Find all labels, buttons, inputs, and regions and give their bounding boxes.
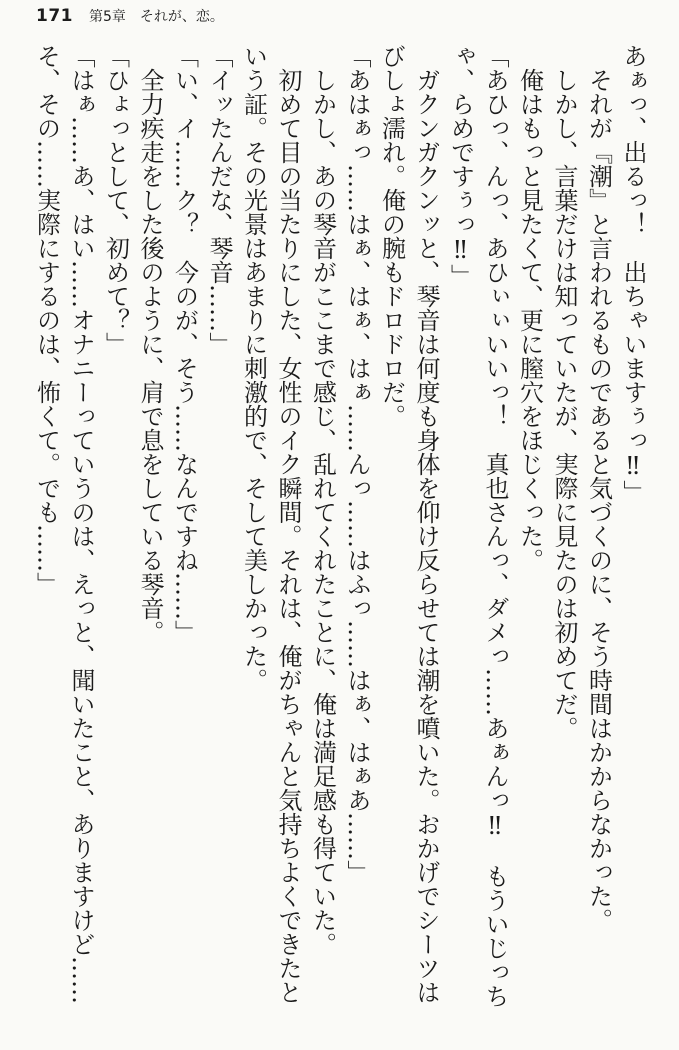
vertical-text-block [29,44,650,1022]
text-line: 「ひょっとして、初めて？」 [101,44,130,356]
text-line: 「あはぁっ……はぁ、はぁ、はぁ……んっ……はふっ……はぁ、はぁあ……」 [343,44,371,884]
text-line: ガクンガクンッと、琴音は何度も身体を仰け反らせては潮を噴いた。おかげでシーツは [412,68,440,1004]
text-line: しかし、あの琴音がここまで感じ、乱れてくれたことに、俺は満足感も得ていた。 [308,68,337,956]
page-number: 171 [36,6,73,26]
text-line: あぁっ、出るっ！ 出ちゃいますぅっ‼」 [619,44,647,504]
running-head [36,6,224,26]
chapter-title: 第5章 それが、恋。 [89,9,224,25]
text-line: びしょ濡れ。俺の腕もドロドロだ。 [377,44,406,428]
text-line: 初めて目の当たりにした、女性のイク瞬間。それは、俺がちゃんと気持ちよくできたと [274,68,302,1004]
text-line: いう証。その光景はあまりに刺激的で、そして美しかった。 [239,44,268,692]
text-line: それが『潮』と言われるものであると気づくのに、そう時間はかからなかった。 [584,68,613,932]
text-line: しかし、言葉だけは知っていたが、実際に見たのは初めてだ。 [550,68,578,740]
text-line: そ、その……実際にするのは、怖くて。でも……」 [32,44,61,596]
text-line: 「い、イ……ク？ 今のが、そう……なんですね……」 [170,44,199,644]
text-line: ゃ、らめですぅっ‼」 [446,44,475,288]
text-line: 俺はもっと見たくて、更に膣穴をほじくった。 [515,68,544,572]
text-line: 「あひっ、んっ、あひぃぃいいっ！ 真也さんっ、ダメっ……あぁんっ‼ もういじっち [481,44,509,1008]
text-line: 「イッたんだな、琴音……」 [205,44,233,356]
text-line: 「はぁ……あ、はい……オナニーっていうのは、えっと、聞いたこと、ありますけど…… [67,44,95,1004]
text-line: 全力疾走をした後のように、肩で息をしている琴音。 [136,68,164,644]
